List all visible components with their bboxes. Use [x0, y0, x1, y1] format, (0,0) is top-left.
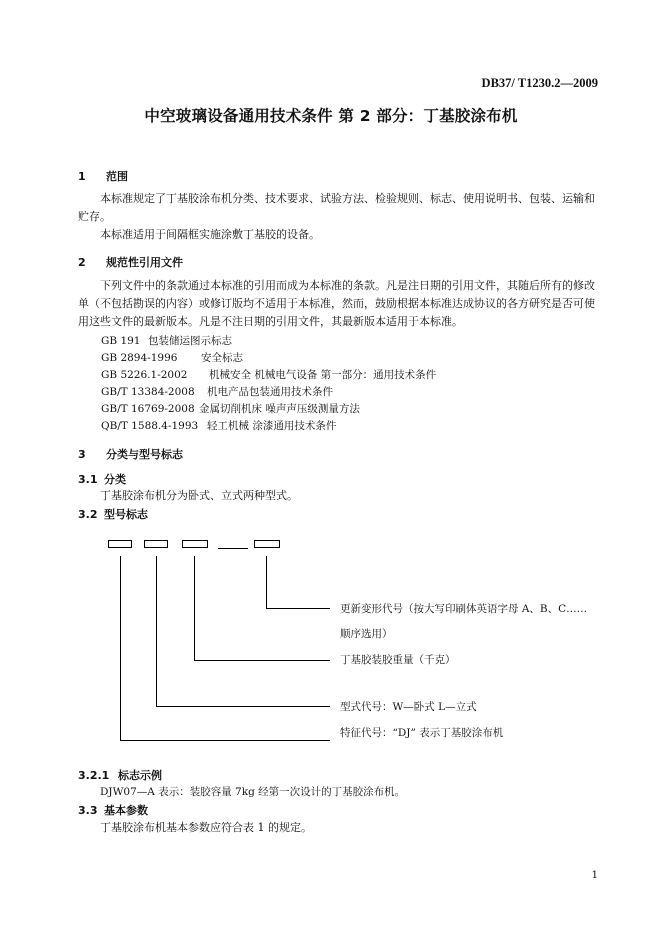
section-2-para-1: 下列文件中的条款通过本标准的引用而成为本标准的条款。凡是注日期的引用文件，其随后所有的修改单（不包括勘误的内容）或修订版均不适用于本标准，然而，鼓励根据本标准达成协议的各方研究是否可使用这些文件的最新版本。凡是不注日期的引用文件，其最新版本适用于本标准。	[78, 279, 595, 328]
section-2-heading	[78, 254, 183, 270]
code-box-type	[144, 540, 168, 548]
leader-line	[194, 660, 330, 661]
leader-line	[156, 556, 157, 706]
section-number: 2	[78, 256, 86, 269]
leader-line	[266, 608, 330, 609]
document-title: 中空玻璃设备通用技术条件 第 2 部分：丁基胶涂布机	[144, 107, 518, 125]
reference-item	[101, 350, 243, 365]
section-title: 标志示例	[118, 769, 162, 782]
reference-code: GB 191	[101, 335, 141, 347]
section-title: 分类	[104, 473, 126, 486]
section-title: 基本参数	[104, 804, 148, 817]
section-3-3-text: 丁基胶涂布机基本参数应符合表 1 的规定。	[100, 821, 312, 834]
code-box-feature	[108, 540, 132, 548]
section-1-para-2: 本标准适用于间隔框实施涂敷丁基胶的设备。	[100, 228, 320, 241]
section-3-3-heading	[78, 802, 148, 818]
section-3-1-heading	[78, 471, 126, 487]
reference-code: QB/T 1588.4-1993	[101, 420, 199, 432]
label-feature-code: 特征代号：“DJ” 表示丁基胶涂布机	[340, 727, 504, 739]
reference-item	[101, 418, 336, 433]
standard-code: DB37/ T1230.2—2009	[481, 76, 598, 90]
separator-dash	[218, 548, 248, 549]
label-update-code: 更新变形代号（按大写印刷体英语字母 A、B、C……	[340, 603, 588, 615]
page-number: 1	[591, 870, 598, 881]
reference-title: 机械安全 机械电气设备 第一部分：通用技术条件	[209, 369, 437, 381]
reference-item	[101, 333, 232, 348]
section-number: 3.2	[78, 508, 98, 521]
leader-line	[194, 556, 195, 660]
leader-line	[120, 556, 121, 740]
section-3-1-text: 丁基胶涂布机分为卧式、立式两种型式。	[100, 489, 298, 502]
section-3-2-1-text: DJW07—A 表示：装胶容量 7kg 经第一次设计的丁基胶涂布机。	[100, 786, 406, 798]
section-number: 3.3	[78, 804, 98, 817]
section-3-heading	[78, 446, 183, 462]
reference-title: 包装储运图示标志	[148, 335, 232, 347]
leader-line	[156, 706, 330, 707]
leader-line	[266, 556, 267, 608]
code-box-capacity	[182, 540, 208, 548]
reference-item	[101, 384, 333, 399]
leader-line	[120, 740, 330, 741]
section-number: 1	[78, 170, 86, 183]
section-title: 规范性引用文件	[106, 256, 183, 269]
reference-code: GB 2894-1996	[101, 352, 178, 364]
reference-item	[101, 401, 360, 416]
section-1-heading	[78, 168, 128, 184]
section-3-2-1-heading	[78, 767, 162, 783]
code-box-update	[254, 540, 280, 548]
section-number: 3.1	[78, 473, 98, 486]
reference-code: GB/T 16769-2008	[101, 403, 195, 415]
section-3-2-heading	[78, 506, 148, 522]
reference-item	[101, 367, 436, 382]
reference-code: GB/T 13384-2008	[101, 386, 195, 398]
reference-title: 轻工机械 涂漆通用技术条件	[207, 420, 337, 432]
label-capacity: 丁基胶装胶重量（千克）	[340, 654, 456, 666]
label-update-code-cont: 顺序选用）	[340, 628, 393, 640]
section-title: 分类与型号标志	[106, 448, 183, 461]
section-number: 3.2.1	[78, 769, 110, 782]
section-title: 型号标志	[104, 508, 148, 521]
section-number: 3	[78, 448, 86, 461]
section-1-para-1: 本标准规定了丁基胶涂布机分类、技术要求、试验方法、检验规则、标志、使用说明书、包装、运输和贮存。	[78, 192, 595, 223]
label-type-code: 型式代号：W—卧式 L—立式	[340, 701, 477, 713]
reference-title: 机电产品包装通用技术条件	[207, 386, 333, 398]
section-title: 范围	[106, 170, 128, 183]
reference-code: GB 5226.1-2002	[101, 369, 188, 381]
reference-title: 安全标志	[201, 352, 243, 364]
reference-title: 金属切削机床 噪声声压级测量方法	[199, 403, 360, 415]
